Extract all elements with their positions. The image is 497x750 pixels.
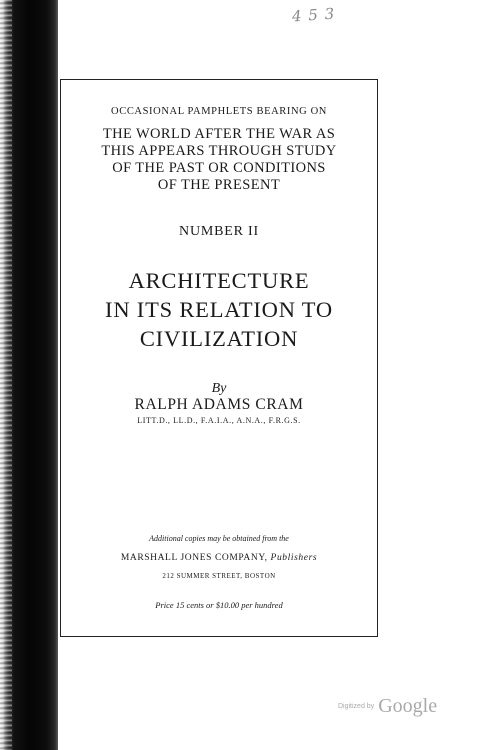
publisher-line [60, 553, 378, 563]
title-line: CIVILIZATION [139, 326, 299, 351]
publisher-name: MARSHALL JONES COMPANY, [120, 553, 268, 563]
series-line: OF THE PAST OR CONDITIONS [112, 160, 326, 176]
series-line: OF THE PRESENT [157, 177, 281, 193]
series-line: THIS APPEARS THROUGH STUDY [101, 143, 337, 159]
copies-note: Additional copies may be obtained from the [149, 534, 289, 543]
google-watermark [338, 695, 437, 718]
publisher-address: 212 SUMMER STREET, BOSTON [162, 572, 276, 580]
pamphlet-number: NUMBER II [179, 224, 259, 239]
book-binding-edge [0, 0, 58, 750]
pencil-marginalia: 4 5 3 [291, 4, 336, 26]
digitized-by-label: Digitized by [338, 703, 375, 710]
series-description [60, 126, 378, 194]
author-name: RALPH ADAMS CRAM [134, 396, 304, 413]
series-heading: OCCASIONAL PAMPHLETS BEARING ON [111, 106, 327, 117]
byline-by: By [211, 381, 227, 396]
google-logo: Google [378, 695, 438, 717]
publisher-role: Publishers [270, 553, 318, 563]
price-note: Price 15 cents or $10.00 per hundred [155, 600, 283, 610]
author-degrees: LITT.D., LL.D., F.A.I.A., A.N.A., F.R.G.S. [137, 416, 301, 425]
series-line: THE WORLD AFTER THE WAR AS [102, 126, 336, 142]
title-line: ARCHITECTURE [128, 268, 310, 293]
document-title [60, 266, 378, 353]
title-line: IN ITS RELATION TO [105, 297, 333, 322]
